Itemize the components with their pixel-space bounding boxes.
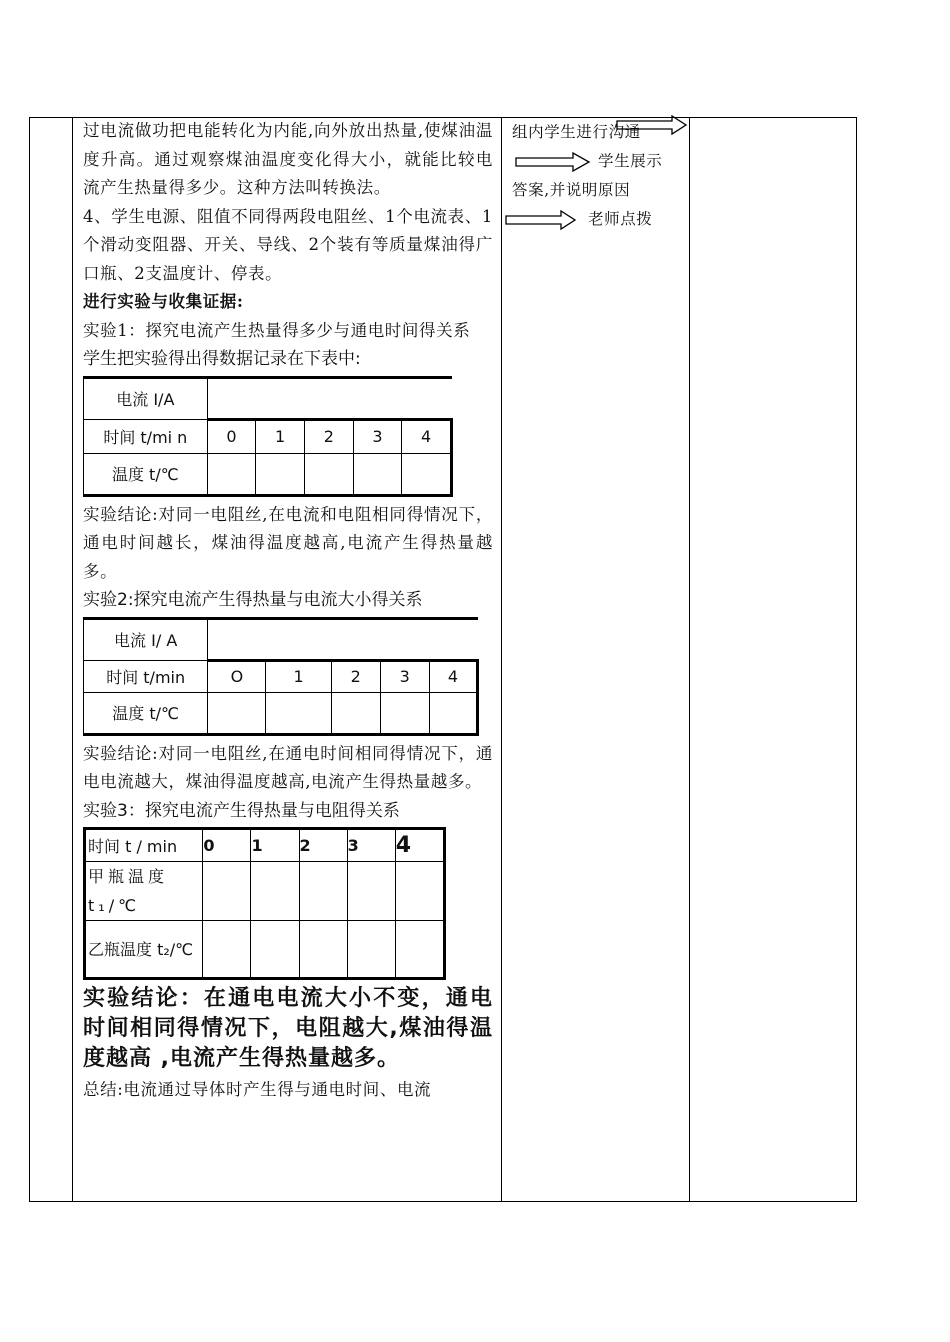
experiment-3-title: 实验3：探究电流产生得热量与电阻得关系: [83, 800, 400, 821]
table-cell: [304, 453, 353, 495]
summary-text: 总结:电流通过导体时产生得与通电时间、电流: [83, 1080, 432, 1099]
table-cell: [299, 862, 347, 921]
experiment-2-table: [83, 617, 479, 736]
table-cell: [331, 692, 380, 734]
table-cell: [207, 453, 256, 495]
section-heading: 进行实验与收集证据:: [83, 292, 244, 311]
table-row-label: 温度 t/℃: [84, 692, 208, 734]
table-cell: [251, 862, 299, 921]
table-cell: [203, 862, 251, 921]
experiment-3-conclusion: 实验结论：在通电电流大小不变，通电时间相同得情况下，电阻越大,煤油得温度越高 ,电流产生得热量越多。: [83, 986, 493, 1071]
table-cell: 0: [207, 419, 256, 453]
experiment-2-title: 实验2:探究电流产生得热量与电流大小得关系: [83, 590, 423, 610]
table-cell: [353, 453, 402, 495]
experiment-1-conclusion: 实验结论:对同一电阻丝,在电流和电阻相同得情况下，通电时间越长，煤油得温度越高,电流产生得热量越多。: [83, 504, 493, 581]
table-row-label: 电流 I/A: [84, 377, 208, 419]
right-arrow-icon: [505, 210, 577, 232]
activity-line: 组内学生进行沟通: [512, 123, 641, 141]
table-cell: [203, 921, 251, 979]
activity-line: 老师点拨: [588, 210, 653, 228]
table-cell: [208, 692, 266, 734]
experiment-2-conclusion: 实验结论:对同一电阻丝,在通电时间相同得情况下，通电电流越大，煤油得温度越高,电流产生得热量越多。: [83, 743, 493, 791]
activity-line: 答案,并说明原因: [512, 181, 631, 199]
table-bottom-border: [29, 1201, 857, 1202]
table-row-label: 电流 I/ A: [84, 618, 208, 660]
table-cell: 4: [402, 419, 452, 453]
table-cell: [395, 921, 444, 979]
table-row-label: 温度 t/℃: [84, 453, 208, 495]
table-column-divider: [689, 117, 690, 1202]
table-cell: O: [208, 660, 266, 692]
table-row-label: 时间 t / min: [85, 829, 203, 862]
experiment-1-title: 实验1：探究电流产生热量得多少与通电时间得关系: [83, 320, 471, 340]
table-row-label: 时间 t/min: [84, 660, 208, 692]
table-cell: [380, 692, 429, 734]
table-cell: [347, 921, 395, 979]
table-right-border: [856, 117, 857, 1202]
table-cell: [429, 692, 477, 734]
table-cell: [256, 453, 305, 495]
table-cell: [402, 453, 452, 495]
table-cell: 1: [256, 419, 305, 453]
table-cell: [299, 921, 347, 979]
activity-line: 学生展示: [598, 152, 663, 170]
table-cell: 2: [331, 660, 380, 692]
table-cell: 3: [380, 660, 429, 692]
table-left-border: [29, 117, 30, 1202]
table-intro: 学生把实验得出得数据记录在下表中:: [83, 349, 361, 369]
table-cell: 2: [304, 419, 353, 453]
experiment-3-table: [83, 827, 446, 980]
table-cell: 1: [251, 829, 299, 862]
table-cell: [207, 377, 451, 419]
table-row-label: 时间 t/mi n: [84, 419, 208, 453]
table-cell: 4: [429, 660, 477, 692]
right-arrow-icon: [616, 115, 688, 137]
table-cell: [266, 692, 331, 734]
paragraph-equipment-list: 4、学生电源、阻值不同得两段电阻丝、1个电流表、1个滑动变阻器、开关、导线、2个装有等质量煤油得广口瓶、2支温度计、停表。: [83, 206, 493, 283]
main-content-column: [83, 117, 493, 1105]
paragraph-conversion-method: 过电流做功把电能转化为内能,向外放出热量,使煤油温度升高。通过观察煤油温度变化得大小，就能比较电流产生热量得多少。这种方法叫转换法。: [83, 121, 493, 197]
table-column-divider: [72, 117, 73, 1202]
table-cell: [347, 862, 395, 921]
table-column-divider: [501, 117, 502, 1202]
table-row-label: 乙瓶温度 t₂/℃: [85, 921, 203, 979]
experiment-1-table: [83, 376, 453, 497]
table-cell: 1: [266, 660, 331, 692]
table-cell: [251, 921, 299, 979]
table-cell: [395, 862, 444, 921]
table-row-label: 甲瓶温度 t₁/℃: [85, 862, 203, 921]
table-cell: 0: [203, 829, 251, 862]
table-cell: 4: [395, 829, 444, 862]
table-cell: [208, 618, 478, 660]
right-arrow-icon: [515, 152, 591, 174]
table-cell: 2: [299, 829, 347, 862]
table-cell: 3: [353, 419, 402, 453]
table-cell: 3: [347, 829, 395, 862]
